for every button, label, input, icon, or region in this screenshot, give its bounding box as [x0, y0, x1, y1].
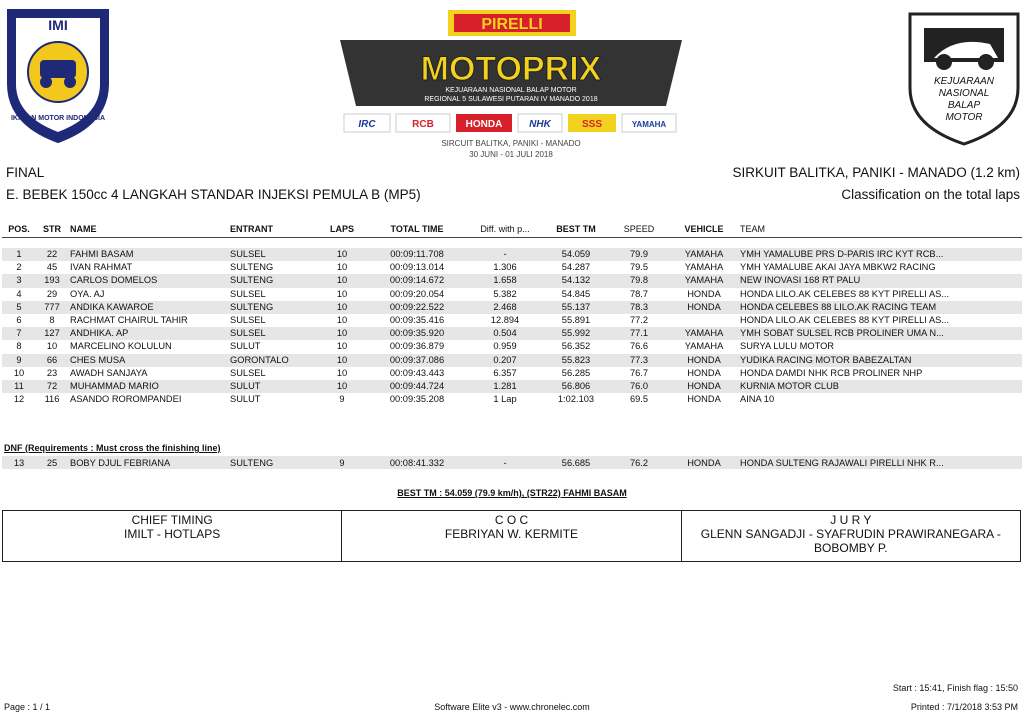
cell-str: 8 — [49, 315, 55, 326]
cell-team: HONDA DAMDI NHK RCB PROLINER NHP — [740, 367, 923, 378]
motoprix-line1: KEJUARAAN NASIONAL BALAP MOTOR — [445, 87, 577, 94]
cell-vehicle: YAMAHA — [670, 248, 738, 261]
cell-best-tm: 55.891 — [561, 315, 591, 326]
cell-vehicle: YAMAHA — [684, 341, 724, 352]
cell-name: IVAN RAHMAT — [70, 262, 133, 273]
cell-str: 777 — [36, 301, 68, 314]
cell-team: KURNIA MOTOR CLUB — [738, 380, 1022, 393]
cell-team: HONDA SULTENG RAJAWALI PIRELLI NHK R... — [738, 456, 1022, 469]
class-name: E. BEBEK 150cc 4 LANGKAH STANDAR INJEKSI PEMULA B (MP5) — [6, 187, 421, 202]
event-type: FINAL — [6, 165, 45, 180]
cell-speed: 79.5 — [629, 262, 649, 273]
imi-logo-text: IKATAN MOTOR INDONESIA — [10, 115, 106, 122]
motoprix-dates: 30 JUNI - 01 JULI 2018 — [469, 150, 553, 159]
cell-entrant: SULUT — [230, 394, 261, 405]
cell-vehicle: HONDA — [670, 354, 738, 367]
cell-entrant: SULTENG — [228, 456, 316, 469]
cell-laps: 10 — [336, 367, 348, 378]
cell-team: YMH SOBAT SULSEL RCB PROLINER UMA N... — [738, 327, 1022, 340]
motoprix-line2: REGIONAL 5 SULAWESI PUTARAN IV MANADO 2018 — [424, 96, 598, 103]
cell-total-time: 00:09:43.443 — [389, 367, 445, 378]
cell-laps: 10 — [316, 354, 368, 367]
col-pos: POS. — [8, 223, 30, 234]
cell-total-time: 00:09:22.522 — [368, 301, 466, 314]
cell-pos: 12 — [13, 394, 25, 405]
cell-name: AWADH SANJAYA — [70, 367, 148, 378]
cell-best-tm: 55.823 — [544, 354, 608, 367]
cell-team: HONDA CELEBES 88 LILO.AK RACING TEAM — [738, 301, 1022, 314]
cell-speed: 78.3 — [608, 301, 670, 314]
coc-cell — [342, 511, 681, 562]
cell-pos: 8 — [16, 341, 22, 352]
cell-team: SURYA LULU MOTOR — [740, 341, 835, 352]
cell-speed: 76.6 — [629, 341, 649, 352]
cell-str: 66 — [36, 354, 68, 367]
cell-pos: 6 — [16, 315, 22, 326]
cell-str: 10 — [46, 341, 58, 352]
cell-entrant: SULSEL — [230, 288, 266, 299]
sponsor-yamaha: YAMAHA — [631, 120, 667, 129]
col-total-time: TOTAL TIME — [390, 223, 444, 234]
cell-diff: - — [466, 456, 544, 469]
cell-vehicle: HONDA — [670, 380, 738, 393]
cell-vehicle: HONDA — [687, 394, 721, 405]
jury-cell — [681, 511, 1020, 562]
cell-best-tm: 1:02.103 — [557, 394, 595, 405]
cell-diff: 1.281 — [466, 380, 544, 393]
cell-entrant: SULTENG — [228, 274, 316, 287]
cell-laps: 9 — [339, 394, 345, 405]
cell-entrant: SULUT — [228, 380, 316, 393]
cell-diff: 0.207 — [466, 354, 544, 367]
imi-logo-top: IMI — [48, 17, 68, 33]
motoprix-logo-text: MOTOPRIX — [420, 50, 602, 88]
cell-best-tm: 56.685 — [544, 456, 608, 469]
col-vehicle: VEHICLE — [684, 223, 724, 234]
software-credit: Software Elite v3 - www.chronelec.com — [434, 702, 590, 712]
results-table — [2, 220, 1022, 406]
sponsor-nhk: NHK — [529, 119, 551, 130]
cell-best-tm: 54.287 — [561, 262, 591, 273]
cell-total-time: 00:09:44.724 — [368, 380, 466, 393]
cell-name: MUHAMMAD MARIO — [68, 380, 228, 393]
cell-laps: 10 — [316, 380, 368, 393]
col-entrant: ENTRANT — [230, 223, 273, 234]
cell-total-time: 00:09:20.054 — [389, 288, 445, 299]
printed-date: Printed : 7/1/2018 3:53 PM — [910, 702, 1018, 712]
dnf-row — [2, 456, 1022, 469]
cell-diff: 0.959 — [493, 341, 517, 352]
cell-name: BOBY DJUL FEBRIANA — [68, 456, 228, 469]
cell-vehicle — [670, 314, 738, 327]
cell-str: 23 — [46, 367, 58, 378]
cell-diff: 1 Lap — [493, 394, 517, 405]
kejurnas-logo — [904, 10, 1024, 148]
cell-diff: 12.894 — [490, 315, 520, 326]
cell-team: AINA 10 — [740, 394, 775, 405]
cell-total-time: 00:09:35.920 — [368, 327, 466, 340]
cell-pos: 13 — [2, 456, 36, 469]
cell-vehicle: HONDA — [687, 367, 721, 378]
table-row — [2, 367, 1022, 380]
cell-entrant: SULTENG — [228, 301, 316, 314]
col-str: STR — [43, 223, 61, 234]
cell-best-tm: 56.285 — [561, 367, 591, 378]
col-team: TEAM — [740, 223, 766, 234]
cell-laps: 10 — [336, 288, 348, 299]
cell-name: CHES MUSA — [68, 354, 228, 367]
table-row — [2, 261, 1022, 274]
sponsor-sss: SSS — [581, 119, 603, 130]
cell-pos: 5 — [2, 301, 36, 314]
cell-str: 127 — [36, 327, 68, 340]
kejurnas-line-2: NASIONAL — [938, 88, 990, 99]
cell-total-time: 00:09:35.416 — [389, 315, 445, 326]
cell-name: MARCELINO KOLULUN — [70, 341, 172, 352]
chief-timing-cell — [3, 511, 342, 562]
pirelli-logo-text: PIRELLI — [481, 16, 543, 33]
cell-entrant: SULSEL — [230, 367, 266, 378]
cell-entrant: SULSEL — [228, 248, 316, 261]
cell-diff: 6.357 — [493, 367, 517, 378]
cell-diff: 1.306 — [493, 262, 517, 273]
cell-pos: 7 — [2, 327, 36, 340]
cell-str: 29 — [46, 288, 58, 299]
cell-speed: 77.3 — [608, 354, 670, 367]
table-row — [2, 380, 1022, 393]
cell-speed: 79.9 — [608, 248, 670, 261]
cell-name: ANDHIKA. AP — [68, 327, 228, 340]
cell-total-time: 00:09:14.672 — [368, 274, 466, 287]
cell-best-tm: 55.992 — [544, 327, 608, 340]
cell-vehicle: HONDA — [670, 301, 738, 314]
kejurnas-line-1: KEJUARAAN — [933, 76, 995, 87]
motoprix-logo — [336, 6, 686, 164]
cell-laps: 10 — [316, 301, 368, 314]
sponsor-strip — [344, 114, 676, 132]
cell-str: 22 — [36, 248, 68, 261]
cell-pos: 9 — [2, 354, 36, 367]
cell-diff: 2.468 — [466, 301, 544, 314]
cell-speed: 79.8 — [608, 274, 670, 287]
cell-total-time: 00:09:37.086 — [368, 354, 466, 367]
cell-laps: 10 — [336, 315, 348, 326]
col-diff: Diff. with p... — [480, 223, 530, 234]
jury-name: GLENN SANGADJI - SYAFRUDIN PRAWIRANEGARA - BOBOMBY P. — [700, 527, 1001, 555]
cell-best-tm: 55.137 — [544, 301, 608, 314]
jury-title: J U R Y — [830, 513, 872, 527]
imi-logo — [4, 6, 112, 146]
cell-total-time: 00:09:11.708 — [368, 248, 466, 261]
chief-timing-name: IMILT - HOTLAPS — [124, 527, 221, 541]
cell-speed: 77.1 — [608, 327, 670, 340]
cell-name: RACHMAT CHAIRUL TAHIR — [70, 315, 188, 326]
cell-best-tm: 54.059 — [544, 248, 608, 261]
cell-str: 25 — [36, 456, 68, 469]
cell-pos: 1 — [2, 248, 36, 261]
cell-str: 72 — [36, 380, 68, 393]
cell-str: 45 — [46, 262, 58, 273]
table-row — [2, 314, 1022, 327]
cell-total-time: 00:08:41.332 — [368, 456, 466, 469]
cell-laps: 10 — [316, 248, 368, 261]
table-row — [2, 327, 1022, 340]
cell-vehicle: YAMAHA — [684, 262, 724, 273]
cell-laps: 9 — [316, 456, 368, 469]
cell-laps: 10 — [316, 327, 368, 340]
table-row — [2, 248, 1022, 261]
cell-team: NEW INOVASI 168 RT PALU — [738, 274, 1022, 287]
kejurnas-line-3: BALAP — [947, 100, 981, 111]
cell-entrant: GORONTALO — [228, 354, 316, 367]
cell-team: HONDA LILO.AK CELEBES 88 KYT PIRELLI AS... — [740, 315, 950, 326]
cell-diff: - — [466, 248, 544, 261]
table-row — [2, 301, 1022, 314]
col-name: NAME — [70, 223, 97, 234]
table-row — [2, 393, 1022, 406]
chief-timing-title: CHIEF TIMING — [131, 513, 213, 527]
dnf-title: DNF (Requirements : Must cross the finishing line) — [4, 443, 221, 453]
cell-laps: 10 — [316, 274, 368, 287]
cell-pos: 3 — [2, 274, 36, 287]
cell-name: ANDIKA KAWAROE — [68, 301, 228, 314]
officials-table — [2, 510, 1021, 562]
motoprix-circuit: SIRCUIT BALITKA, PANIKI - MANADO — [441, 139, 581, 148]
cell-vehicle: YAMAHA — [670, 274, 738, 287]
cell-best-tm: 56.806 — [544, 380, 608, 393]
classification-label: Classification on the total laps — [841, 187, 1020, 202]
cell-vehicle: HONDA — [687, 288, 721, 299]
cell-laps: 10 — [336, 262, 348, 273]
col-speed: SPEED — [623, 223, 655, 234]
sponsor-irc: IRC — [358, 119, 376, 130]
best-time-summary: BEST TM : 54.059 (79.9 km/h), (STR22) FAHMI BASAM — [397, 488, 627, 498]
sponsor-rcb: RCB — [412, 119, 434, 130]
cell-speed: 78.7 — [629, 288, 649, 299]
cell-name: FAHMI BASAM — [68, 248, 228, 261]
cell-best-tm: 56.352 — [561, 341, 591, 352]
cell-name: OYA. AJ — [70, 288, 105, 299]
cell-team: HONDA LILO.AK CELEBES 88 KYT PIRELLI AS... — [740, 288, 950, 299]
cell-diff: 0.504 — [466, 327, 544, 340]
cell-diff: 1.658 — [466, 274, 544, 287]
cell-pos: 10 — [13, 367, 25, 378]
cell-speed: 77.2 — [629, 315, 649, 326]
cell-entrant: SULSEL — [230, 315, 266, 326]
cell-entrant: SULUT — [230, 341, 261, 352]
table-row — [2, 354, 1022, 367]
cell-total-time: 00:09:13.014 — [389, 262, 445, 273]
cell-vehicle: HONDA — [670, 456, 738, 469]
col-laps: LAPS — [329, 223, 354, 234]
start-finish-times: Start : 15:41, Finish flag : 15:50 — [892, 683, 1018, 693]
cell-total-time: 00:09:35.208 — [389, 394, 445, 405]
page-number: Page : 1 / 1 — [4, 702, 51, 712]
results-header-row — [2, 220, 1022, 238]
cell-str: 193 — [36, 274, 68, 287]
cell-total-time: 00:09:36.879 — [389, 341, 445, 352]
cell-best-tm: 54.132 — [544, 274, 608, 287]
cell-speed: 76.0 — [608, 380, 670, 393]
cell-speed: 69.5 — [629, 394, 649, 405]
table-row — [2, 274, 1022, 287]
cell-entrant: SULSEL — [228, 327, 316, 340]
kejurnas-line-4: MOTOR — [945, 112, 983, 123]
coc-name: FEBRIYAN W. KERMITE — [444, 527, 579, 541]
cell-laps: 10 — [336, 341, 348, 352]
cell-diff: 5.382 — [493, 288, 517, 299]
table-row — [2, 288, 1022, 301]
cell-name: CARLOS DOMELOS — [68, 274, 228, 287]
cell-entrant: SULTENG — [230, 262, 274, 273]
col-best-tm: BEST TM — [556, 223, 596, 234]
circuit-name: SIRKUIT BALITKA, PANIKI - MANADO (1.2 km) — [732, 165, 1020, 180]
cell-speed: 76.7 — [629, 367, 649, 378]
cell-pos: 4 — [16, 288, 22, 299]
cell-name: ASANDO ROROMPANDEI — [70, 394, 182, 405]
cell-team: YMH YAMALUBE AKAI JAYA MBKW2 RACING — [740, 262, 936, 273]
coc-title: C O C — [494, 513, 529, 527]
cell-vehicle: YAMAHA — [670, 327, 738, 340]
dnf-table — [2, 456, 1022, 469]
cell-best-tm: 54.845 — [561, 288, 591, 299]
cell-pos: 11 — [2, 380, 36, 393]
cell-pos: 2 — [16, 262, 22, 273]
cell-speed: 76.2 — [608, 456, 670, 469]
cell-team: YUDIKA RACING MOTOR BABEZALTAN — [738, 354, 1022, 367]
table-row — [2, 340, 1022, 353]
sponsor-honda: HONDA — [465, 119, 503, 130]
cell-team: YMH YAMALUBE PRS D-PARIS IRC KYT RCB... — [738, 248, 1022, 261]
cell-str: 116 — [44, 394, 60, 405]
